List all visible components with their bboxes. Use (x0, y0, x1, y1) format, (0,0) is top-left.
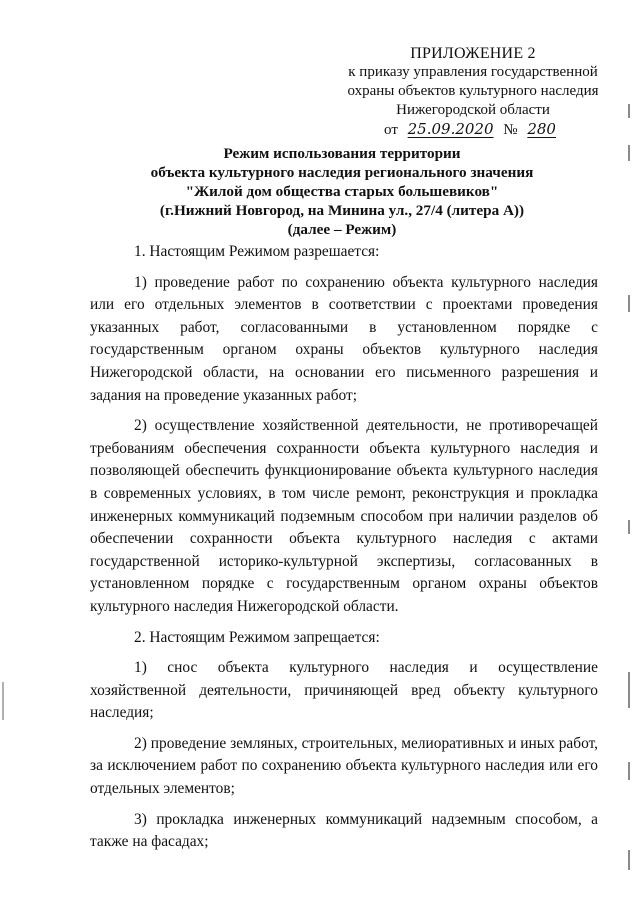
appendix-title: ПРИЛОЖЕНИЕ 2 (410, 45, 536, 62)
title-line-5: (далее – Режим) (287, 221, 397, 238)
scan-artifact (628, 672, 630, 708)
scan-artifact (628, 145, 630, 161)
paragraph-item: 1) проведение работ по сохранению объекта культурного наследия или его отдельных элементов в соответствии с проектами проведения указанных работ, согласованными в установленном порядке с государственным органом охраны объектов культурного наследия Нижегородской области, на основании его письменного разрешения и задания на проведение указанных работ; (90, 273, 598, 404)
handwritten-date: 25.09.2020 (407, 120, 494, 138)
paragraph-item: 2) проведение земляных, строительных, мелиоративных и иных работ, за исключением работ по сохранению объекта культурного наследия или его отдельных элементов; (90, 734, 598, 798)
number-prefix: № (503, 122, 518, 138)
scan-artifact (628, 762, 630, 780)
paragraph-item: 3) прокладка инженерных коммуникаций надземным способом, а также на фасадах; (90, 810, 598, 851)
document-title (90, 144, 594, 239)
scan-artifact (628, 104, 630, 118)
date-prefix: от (384, 122, 398, 138)
section-heading-permitted: 1. Настоящим Режимом разрешается: (134, 243, 380, 260)
header-line-3: Нижегородской области (396, 102, 550, 118)
scan-artifact (628, 295, 630, 312)
paragraph-item: 1) снос объекта культурного наследия и осуществление хозяйственной деятельности, причиняющей вред объекту культурного наследия; (90, 659, 598, 722)
appendix-header (338, 44, 608, 140)
section-heading-prohibited: 2. Настоящим Режимом запрещается: (134, 628, 380, 646)
scan-artifact (628, 850, 630, 870)
title-line-3: "Жилой дом общества старых большевиков" (185, 183, 499, 200)
title-line-1: Режим использования территории (223, 145, 461, 162)
date-number-line (384, 120, 562, 140)
paragraph-item: 2) осуществление хозяйственной деятельности, не противоречащей требованиям обеспечения сохранности объекта культурного наследия и позволяющей обеспечить функционирование объекта культурного наследия в современных условиях, в том числе ремонт, реконструкция и прокладка инженерных коммуникаций подземным способом при наличии разделов об обеспечении сохранности объекта культурного наследия с актами государственной историко-культурной экспертизы, согласованных в установленном порядке с государственным органом охраны объектов культурного наследия Нижегородской области. (90, 417, 598, 615)
scan-artifact (628, 520, 630, 534)
document-body (90, 241, 598, 854)
header-line-1: к приказу управления государственной (348, 64, 598, 80)
title-line-2: объекта культурного наследия регионального значения (150, 164, 534, 181)
header-line-2: охраны объектов культурного наследия (347, 83, 599, 99)
title-line-4: (г.Нижний Новгород, на Минина ул., 27/4 (литера А)) (159, 202, 525, 219)
handwritten-number: 280 (527, 120, 556, 138)
scan-artifact (2, 682, 4, 720)
